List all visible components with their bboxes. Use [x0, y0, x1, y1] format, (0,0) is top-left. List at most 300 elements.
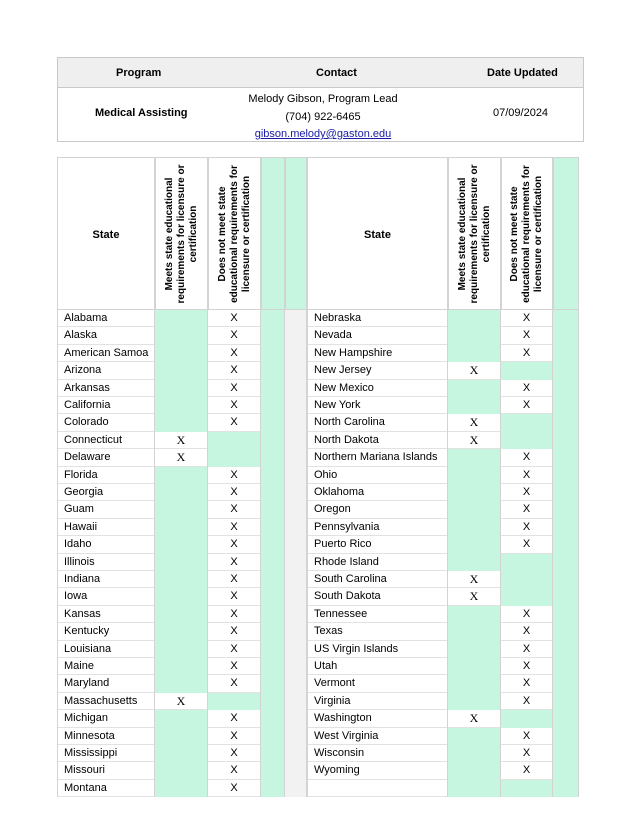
meets-header-right: Meets state educational requirements for licensure or certification [448, 157, 501, 310]
does-not-meet-mark: X [208, 675, 261, 692]
does-not-meet-mark: X [208, 658, 261, 675]
table-row [307, 484, 579, 501]
meets-mark [448, 501, 501, 518]
highlight-cell [553, 588, 579, 605]
state-name: Vermont [307, 675, 448, 692]
contact-header: Contact [316, 67, 357, 79]
table-row [57, 710, 285, 727]
state-name: Texas [307, 623, 448, 640]
meets-mark [448, 397, 501, 414]
does-not-meet-mark: X [208, 762, 261, 779]
does-not-meet-mark: X [501, 519, 553, 536]
does-not-meet-mark: X [208, 345, 261, 362]
table-row [57, 536, 285, 553]
state-name: Michigan [57, 710, 155, 727]
meets-mark [155, 380, 208, 397]
state-name: Kentucky [57, 623, 155, 640]
state-name: Mississippi [57, 745, 155, 762]
meets-mark [448, 519, 501, 536]
does-not-meet-mark: X [208, 484, 261, 501]
does-not-meet-mark [208, 432, 261, 449]
program-info-row [58, 88, 583, 142]
state-name: American Samoa [57, 345, 155, 362]
meets-mark [448, 449, 501, 466]
state-name: Utah [307, 658, 448, 675]
table-row [57, 380, 285, 397]
table-row [57, 728, 285, 745]
contact-name: Melody Gibson, Program Lead [248, 93, 398, 105]
table-row [307, 310, 579, 327]
meets-mark [155, 362, 208, 379]
highlight-cell [261, 710, 285, 727]
table-row [57, 675, 285, 692]
meets-mark [448, 467, 501, 484]
state-name: Georgia [57, 484, 155, 501]
highlight-cell [553, 501, 579, 518]
table-row [57, 623, 285, 640]
highlight-cell [261, 501, 285, 518]
meets-header-left: Meets state educational requirements for licensure or certification [155, 157, 208, 310]
meets-mark: X [448, 571, 501, 588]
meets-mark [448, 606, 501, 623]
highlight-cell [553, 449, 579, 466]
empty-cell [448, 780, 501, 797]
table-row [307, 606, 579, 623]
table-row [57, 449, 285, 466]
state-name: Guam [57, 501, 155, 518]
table-row [307, 362, 579, 379]
meets-mark [155, 675, 208, 692]
highlight-cell [553, 397, 579, 414]
state-name: New Hampshire [307, 345, 448, 362]
does-not-meet-mark: X [208, 588, 261, 605]
table-row [57, 484, 285, 501]
state-header-left: State [57, 157, 155, 310]
does-not-meet-mark: X [501, 449, 553, 466]
table-row [57, 554, 285, 571]
table-row [307, 432, 579, 449]
meets-mark [155, 606, 208, 623]
does-not-meet-mark: X [208, 536, 261, 553]
state-name: Alaska [57, 327, 155, 344]
table-row [307, 710, 579, 727]
highlight-cell [261, 362, 285, 379]
state-name: Oklahoma [307, 484, 448, 501]
does-not-meet-mark: X [208, 362, 261, 379]
meets-mark [155, 414, 208, 431]
state-name: South Carolina [307, 571, 448, 588]
meets-mark: X [448, 362, 501, 379]
meets-mark [448, 327, 501, 344]
state-name: Ohio [307, 467, 448, 484]
state-name: Virginia [307, 693, 448, 710]
meets-mark [155, 345, 208, 362]
does-not-meet-mark: X [501, 606, 553, 623]
contact-email-link[interactable]: gibson.melody@gaston.edu [254, 128, 392, 140]
state-name: Wisconsin [307, 745, 448, 762]
state-name: Indiana [57, 571, 155, 588]
meets-mark: X [448, 588, 501, 605]
highlight-cell [261, 519, 285, 536]
does-not-meet-mark: X [208, 397, 261, 414]
meets-mark [448, 762, 501, 779]
does-not-meet-mark: X [501, 745, 553, 762]
table-row [57, 658, 285, 675]
table-row [307, 675, 579, 692]
does-not-meet-mark [501, 588, 553, 605]
highlight-cell [553, 345, 579, 362]
table-row-empty [307, 780, 579, 797]
does-not-meet-mark: X [501, 310, 553, 327]
does-not-meet-mark: X [501, 762, 553, 779]
table-row [57, 588, 285, 605]
does-not-meet-mark: X [208, 519, 261, 536]
state-name: South Dakota [307, 588, 448, 605]
meets-mark [155, 762, 208, 779]
program-info-header [58, 58, 583, 88]
table-row [307, 536, 579, 553]
does-not-meet-mark [501, 432, 553, 449]
meets-mark [155, 728, 208, 745]
highlight-cell [261, 536, 285, 553]
does-not-meet-mark: X [208, 414, 261, 431]
meets-mark [155, 780, 208, 797]
meets-mark [155, 310, 208, 327]
state-name: North Carolina [307, 414, 448, 431]
meets-mark: X [155, 432, 208, 449]
state-requirements-table [57, 157, 581, 797]
state-name: Iowa [57, 588, 155, 605]
highlight-cell [261, 693, 285, 710]
highlight-cell [261, 327, 285, 344]
table-row [57, 762, 285, 779]
does-not-meet-mark [501, 554, 553, 571]
meets-mark [448, 641, 501, 658]
table-row [307, 501, 579, 518]
state-name: Delaware [57, 449, 155, 466]
highlight-cell [553, 432, 579, 449]
highlight-cell [553, 728, 579, 745]
table-row [57, 501, 285, 518]
date-updated-header: Date Updated [487, 67, 558, 79]
state-name: Puerto Rico [307, 536, 448, 553]
meets-mark: X [155, 449, 208, 466]
highlight-cell [553, 745, 579, 762]
does-not-meet-mark: X [501, 397, 553, 414]
table-row [57, 571, 285, 588]
highlight-cell [261, 588, 285, 605]
does-not-meet-mark: X [501, 501, 553, 518]
highlight-cell [261, 658, 285, 675]
meets-mark [155, 658, 208, 675]
empty-cell [501, 780, 553, 797]
does-not-meet-mark: X [208, 745, 261, 762]
state-name: Kansas [57, 606, 155, 623]
highlight-cell [553, 641, 579, 658]
state-name: Alabama [57, 310, 155, 327]
does-not-meet-mark: X [208, 501, 261, 518]
highlight-cell [553, 623, 579, 640]
does-not-meet-mark [501, 414, 553, 431]
table-row [307, 414, 579, 431]
state-name: New Mexico [307, 380, 448, 397]
meets-mark [448, 345, 501, 362]
table-row [57, 397, 285, 414]
highlight-cell [261, 432, 285, 449]
highlight-cell [553, 693, 579, 710]
state-name: Washington [307, 710, 448, 727]
does-not-meet-header-right: Does not meet state educational requirements for licensure or certification [501, 157, 553, 310]
meets-mark [155, 745, 208, 762]
meets-mark: X [448, 432, 501, 449]
table-row [307, 762, 579, 779]
highlight-cell [553, 310, 579, 327]
meets-mark: X [155, 693, 208, 710]
table-row [57, 641, 285, 658]
highlight-cell [261, 310, 285, 327]
highlight-cell [553, 710, 579, 727]
state-name: Minnesota [57, 728, 155, 745]
does-not-meet-mark: X [501, 484, 553, 501]
does-not-meet-mark: X [208, 467, 261, 484]
does-not-meet-mark: X [501, 467, 553, 484]
table-row [307, 588, 579, 605]
highlight-column-left [261, 157, 285, 310]
meets-mark [448, 658, 501, 675]
meets-mark [155, 397, 208, 414]
highlight-cell [261, 345, 285, 362]
program-name: Medical Assisting [95, 107, 188, 119]
does-not-meet-mark [501, 710, 553, 727]
does-not-meet-mark: X [208, 780, 261, 797]
meets-mark [155, 623, 208, 640]
meets-mark [155, 484, 208, 501]
highlight-cell [553, 675, 579, 692]
state-name: Colorado [57, 414, 155, 431]
state-name: Pennsylvania [307, 519, 448, 536]
table-row [307, 449, 579, 466]
table-row [57, 345, 285, 362]
does-not-meet-mark: X [501, 641, 553, 658]
does-not-meet-mark: X [208, 606, 261, 623]
state-name: Montana [57, 780, 155, 797]
highlight-cell [553, 606, 579, 623]
meets-mark [448, 623, 501, 640]
table-row [307, 467, 579, 484]
state-name: Massachusetts [57, 693, 155, 710]
table-row [307, 554, 579, 571]
state-name: New Jersey [307, 362, 448, 379]
highlight-cell [261, 414, 285, 431]
empty-cell [553, 780, 579, 797]
program-info-table [57, 57, 584, 142]
does-not-meet-mark [501, 571, 553, 588]
state-name: Arizona [57, 362, 155, 379]
highlight-cell [261, 484, 285, 501]
highlight-cell [261, 675, 285, 692]
does-not-meet-mark: X [501, 693, 553, 710]
highlight-cell [261, 728, 285, 745]
table-row [307, 327, 579, 344]
table-row [57, 414, 285, 431]
does-not-meet-mark: X [501, 658, 553, 675]
does-not-meet-mark: X [208, 623, 261, 640]
table-row [57, 693, 285, 710]
table-row [307, 345, 579, 362]
table-row [307, 728, 579, 745]
highlight-cell [261, 762, 285, 779]
does-not-meet-mark: X [501, 728, 553, 745]
highlight-column-right [553, 157, 579, 310]
table-row [307, 571, 579, 588]
state-name: Hawaii [57, 519, 155, 536]
state-name: Oregon [307, 501, 448, 518]
meets-mark [155, 519, 208, 536]
program-header: Program [116, 67, 162, 79]
meets-mark [155, 554, 208, 571]
state-name: New York [307, 397, 448, 414]
table-row [307, 641, 579, 658]
highlight-cell [261, 623, 285, 640]
table-row [307, 380, 579, 397]
meets-mark [155, 588, 208, 605]
does-not-meet-mark: X [501, 345, 553, 362]
highlight-column-gap [285, 157, 307, 310]
highlight-cell [553, 362, 579, 379]
does-not-meet-mark [501, 362, 553, 379]
state-name: West Virginia [307, 728, 448, 745]
meets-mark [155, 710, 208, 727]
highlight-cell [261, 745, 285, 762]
highlight-cell [553, 554, 579, 571]
does-not-meet-mark: X [208, 710, 261, 727]
state-name: Maine [57, 658, 155, 675]
does-not-meet-mark: X [208, 380, 261, 397]
highlight-cell [553, 327, 579, 344]
meets-mark [448, 675, 501, 692]
highlight-cell [261, 467, 285, 484]
table-row [57, 606, 285, 623]
meets-mark [448, 745, 501, 762]
state-name: Louisiana [57, 641, 155, 658]
does-not-meet-mark: X [501, 380, 553, 397]
meets-mark [448, 380, 501, 397]
table-row [307, 519, 579, 536]
state-header-right: State [307, 157, 448, 310]
meets-mark: X [448, 710, 501, 727]
highlight-cell [553, 519, 579, 536]
table-row [57, 362, 285, 379]
highlight-cell [261, 641, 285, 658]
table-row [307, 658, 579, 675]
highlight-cell [261, 397, 285, 414]
meets-mark [448, 484, 501, 501]
state-name: Arkansas [57, 380, 155, 397]
meets-mark [448, 310, 501, 327]
does-not-meet-mark: X [501, 675, 553, 692]
state-name: Rhode Island [307, 554, 448, 571]
does-not-meet-mark: X [501, 623, 553, 640]
state-name: Illinois [57, 554, 155, 571]
does-not-meet-mark: X [208, 310, 261, 327]
state-name: US Virgin Islands [307, 641, 448, 658]
table-row [307, 397, 579, 414]
state-name: Wyoming [307, 762, 448, 779]
highlight-cell [261, 554, 285, 571]
does-not-meet-mark: X [208, 327, 261, 344]
does-not-meet-mark [208, 693, 261, 710]
state-name: Missouri [57, 762, 155, 779]
table-row [57, 310, 285, 327]
highlight-cell [261, 606, 285, 623]
meets-mark [155, 327, 208, 344]
state-name: Tennessee [307, 606, 448, 623]
meets-mark [155, 536, 208, 553]
highlight-cell [553, 658, 579, 675]
meets-mark: X [448, 414, 501, 431]
empty-cell [307, 780, 448, 797]
does-not-meet-mark: X [501, 327, 553, 344]
table-row [57, 780, 285, 797]
table-row [307, 693, 579, 710]
highlight-cell [261, 571, 285, 588]
state-name: Nebraska [307, 310, 448, 327]
table-row [307, 623, 579, 640]
state-name: Nevada [307, 327, 448, 344]
state-name: North Dakota [307, 432, 448, 449]
does-not-meet-mark: X [501, 536, 553, 553]
table-row [57, 745, 285, 762]
highlight-cell [553, 484, 579, 501]
meets-mark [448, 693, 501, 710]
table-row [57, 432, 285, 449]
column-gap [285, 310, 307, 797]
does-not-meet-header-left: Does not meet state educational requirements for licensure or certification [208, 157, 261, 310]
state-name: Maryland [57, 675, 155, 692]
state-name: Florida [57, 467, 155, 484]
highlight-cell [261, 449, 285, 466]
contact-info [248, 91, 398, 144]
state-name: Connecticut [57, 432, 155, 449]
meets-mark [448, 536, 501, 553]
does-not-meet-mark: X [208, 728, 261, 745]
highlight-cell [553, 414, 579, 431]
does-not-meet-mark: X [208, 554, 261, 571]
table-row [57, 467, 285, 484]
does-not-meet-mark [208, 449, 261, 466]
contact-phone: (704) 922-6465 [285, 110, 361, 123]
meets-mark [155, 467, 208, 484]
state-name: Idaho [57, 536, 155, 553]
meets-mark [448, 554, 501, 571]
table-row [307, 745, 579, 762]
does-not-meet-mark: X [208, 571, 261, 588]
meets-mark [155, 571, 208, 588]
date-updated: 07/09/2024 [493, 107, 549, 119]
table-row [57, 327, 285, 344]
table-row [57, 519, 285, 536]
highlight-cell [553, 536, 579, 553]
meets-mark [155, 641, 208, 658]
meets-mark [448, 728, 501, 745]
meets-mark [155, 501, 208, 518]
highlight-cell [553, 762, 579, 779]
highlight-cell [261, 380, 285, 397]
state-name: Northern Mariana Islands [307, 449, 448, 466]
highlight-cell [553, 467, 579, 484]
does-not-meet-mark: X [208, 641, 261, 658]
state-name: California [57, 397, 155, 414]
